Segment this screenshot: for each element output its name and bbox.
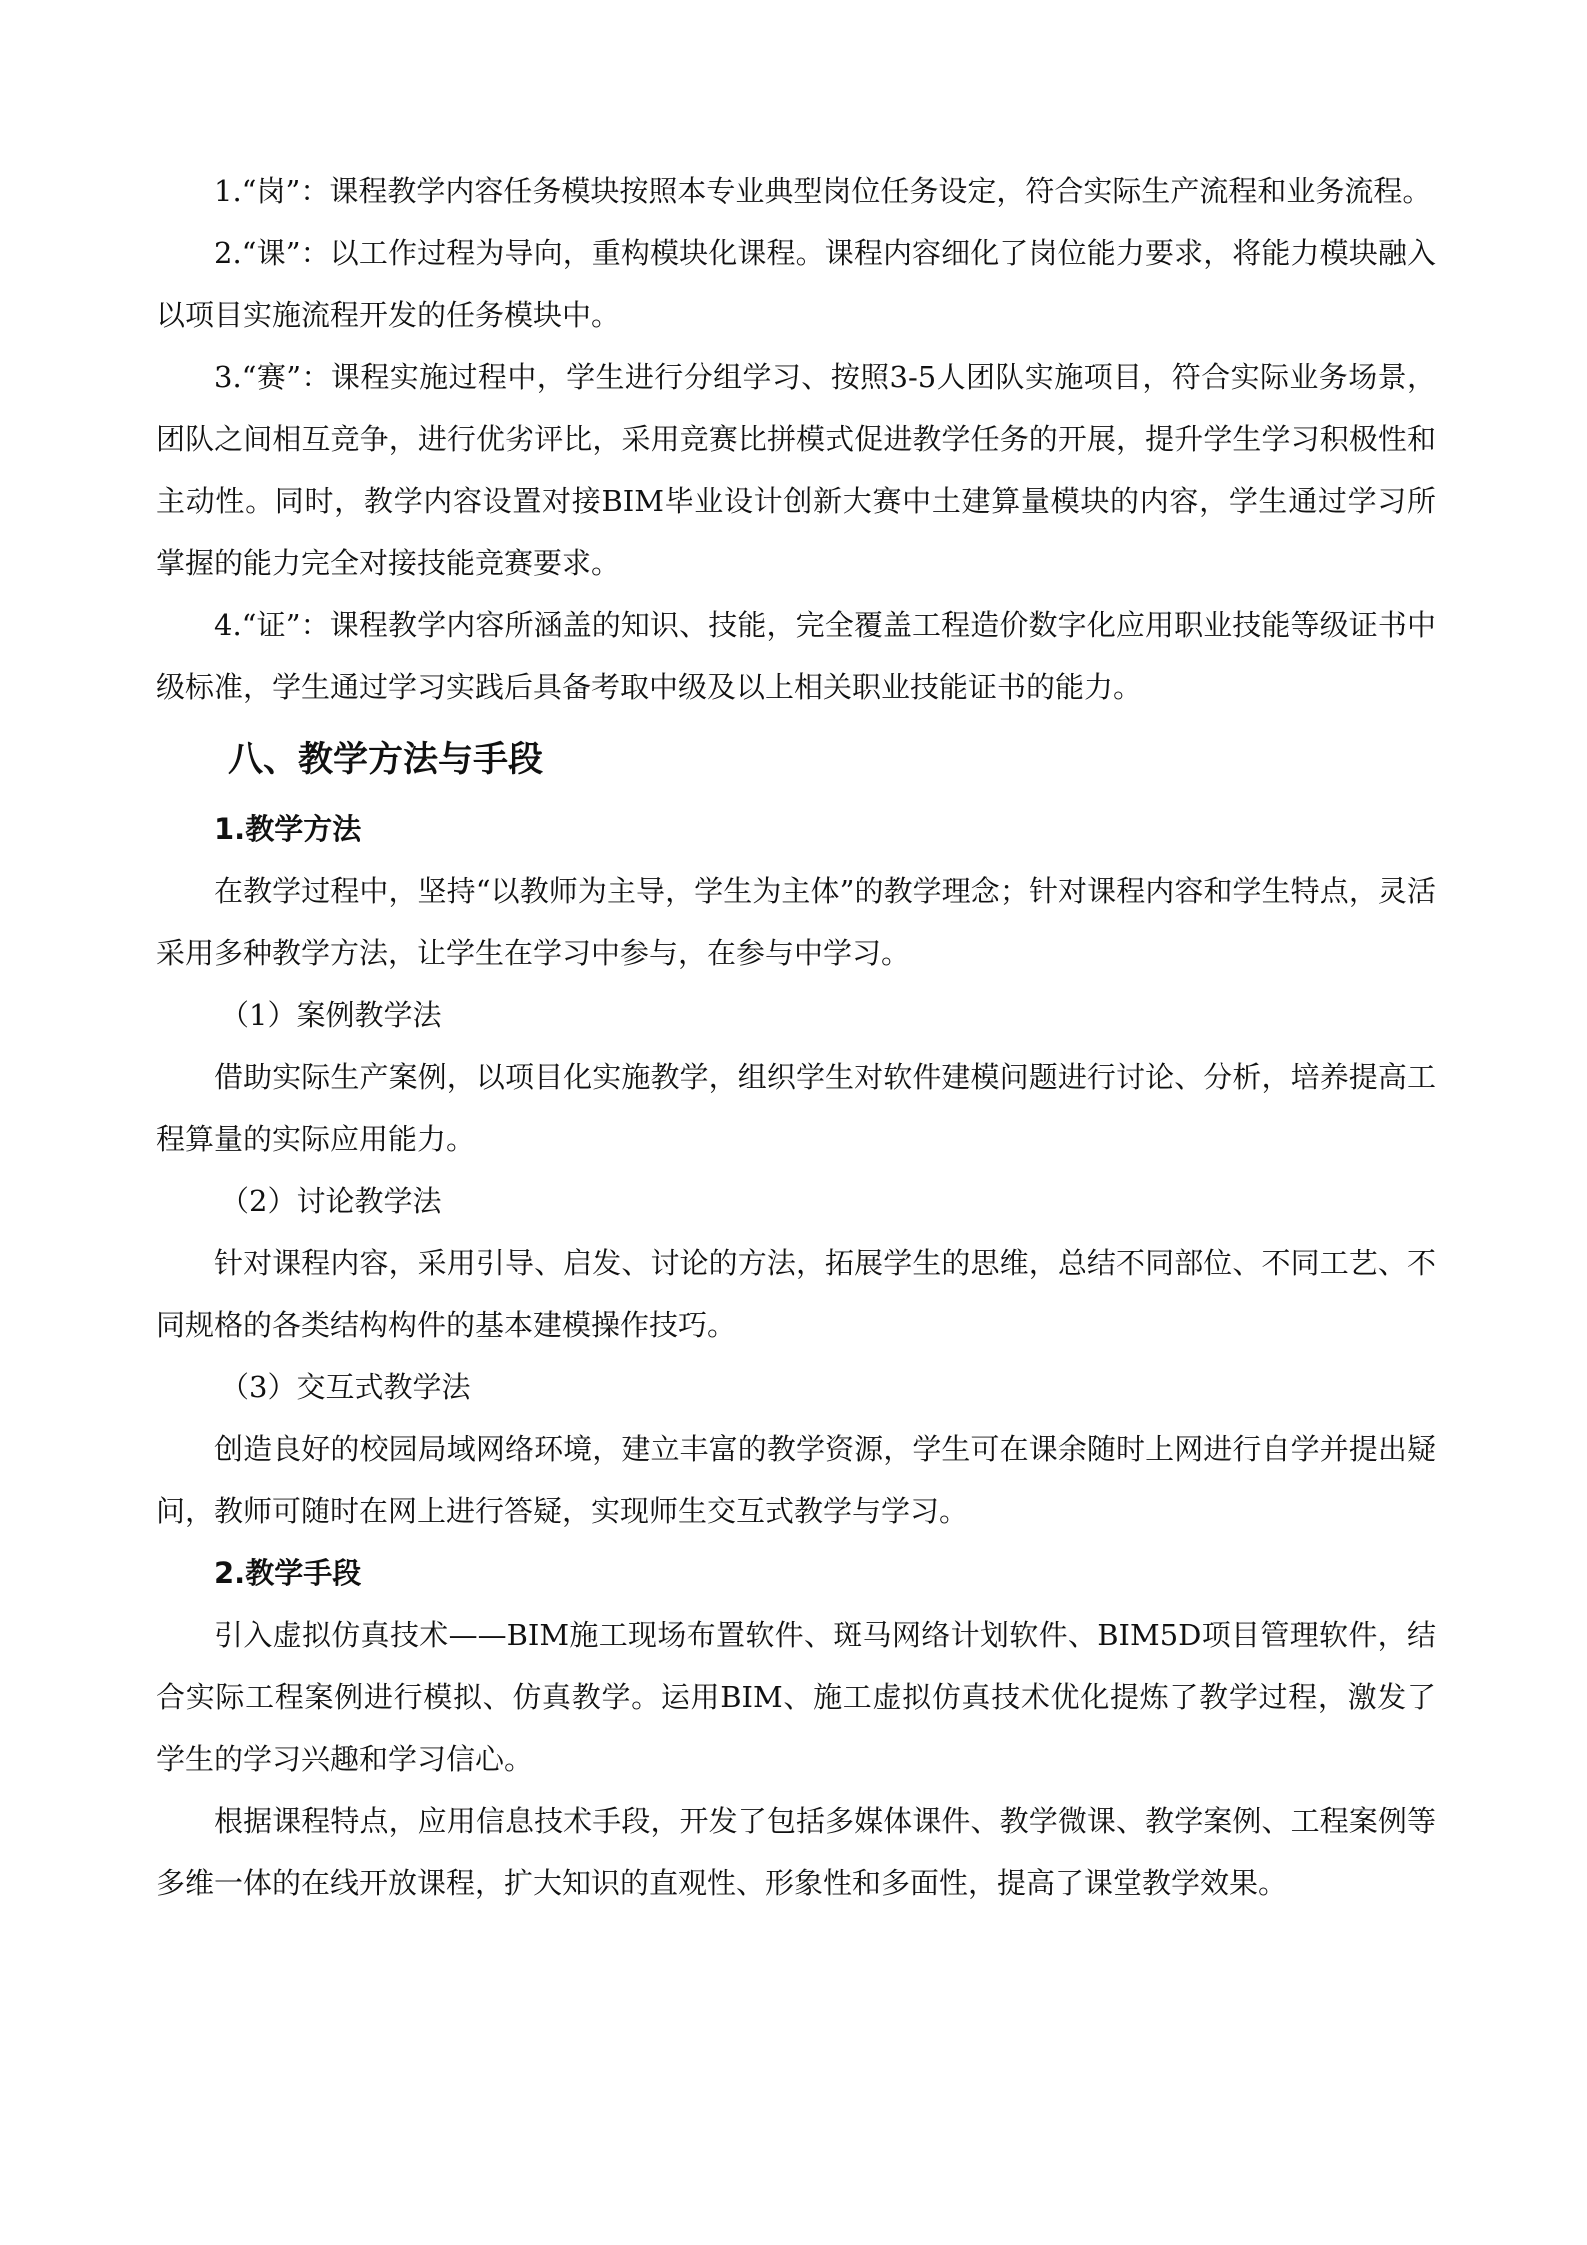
para-case-method: 借助实际生产案例，以项目化实施教学，组织学生对软件建模问题进行讨论、分析，培养提高工程算量的实际应用能力。: [156, 1060, 1436, 1156]
para-discussion-method: 针对课程内容，采用引导、启发、讨论的方法，拓展学生的思维，总结不同部位、不同工艺、不同规格的各类结构构件的基本建模操作技巧。: [156, 1246, 1436, 1342]
para-information-technology: 根据课程特点，应用信息技术手段，开发了包括多媒体课件、教学微课、教学案例、工程案例等多维一体的在线开放课程，扩大知识的直观性、形象性和多面性，提高了课堂教学效果。: [156, 1804, 1436, 1900]
subheading-discussion-method: （2）讨论教学法: [220, 1184, 442, 1218]
subheading-teaching-methods: 1.教学方法: [214, 812, 362, 846]
subheading-teaching-means: 2.教学手段: [214, 1556, 362, 1590]
para-gang: 1.“岗”：课程教学内容任务模块按照本专业典型岗位任务设定，符合实际生产流程和业务流程。: [214, 174, 1432, 208]
para-zheng: 4.“证”：课程教学内容所涵盖的知识、技能，完全覆盖工程造价数字化应用职业技能等级证书中级标准，学生通过学习实践后具备考取中级及以上相关职业技能证书的能力。: [156, 608, 1436, 704]
document-body: [156, 160, 1436, 1914]
para-virtual-simulation: 引入虚拟仿真技术——BIM施工现场布置软件、斑马网络计划软件、BIM5D项目管理软件，结合实际工程案例进行模拟、仿真教学。运用BIM、施工虚拟仿真技术优化提炼了教学过程，激发了学生的学习兴趣和学习信心。: [156, 1618, 1436, 1776]
para-sai: 3.“赛”：课程实施过程中，学生进行分组学习、按照3-5人团队实施项目，符合实际业务场景，团队之间相互竞争，进行优劣评比，采用竞赛比拼模式促进教学任务的开展，提升学生学习积极性和主动性。同时，教学内容设置对接BIM毕业设计创新大赛中土建算量模块的内容，学生通过学习所掌握的能力完全对接技能竞赛要求。: [156, 360, 1436, 580]
para-teaching-methods-intro: 在教学过程中，坚持“以教师为主导，学生为主体”的教学理念；针对课程内容和学生特点，灵活采用多种教学方法，让学生在学习中参与，在参与中学习。: [156, 874, 1436, 970]
subheading-interactive-method: （3）交互式教学法: [220, 1370, 471, 1404]
subheading-case-method: （1）案例教学法: [220, 998, 442, 1032]
para-ke: 2.“课”：以工作过程为导向，重构模块化课程。课程内容细化了岗位能力要求，将能力模块融入以项目实施流程开发的任务模块中。: [156, 236, 1436, 332]
section-heading-teaching-methods: 八、教学方法与手段: [228, 740, 544, 780]
para-interactive-method: 创造良好的校园局域网络环境，建立丰富的教学资源，学生可在课余随时上网进行自学并提出疑问，教师可随时在网上进行答疑，实现师生交互式教学与学习。: [156, 1432, 1436, 1528]
